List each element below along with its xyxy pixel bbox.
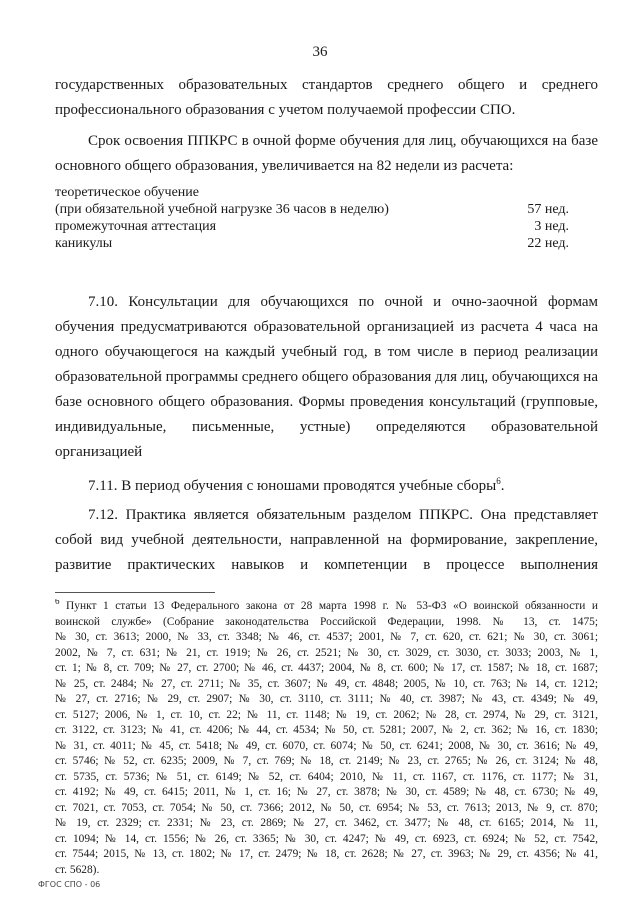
footnote-line: [55, 599, 598, 615]
footnote-separator: [55, 592, 215, 593]
text-line: развитие практических навыков и компетенции в процессе выполнения: [55, 557, 598, 573]
schedule-value: 3 нед.: [534, 219, 569, 234]
schedule-label: теоретическое обучение: [55, 185, 199, 200]
footnote-line: ст. 1094; № 14, ст. 1556; № 26, ст. 3365; № 30, ст. 4247; № 49, ст. 6923, ст. 6924; № 52, ст. 7542,: [55, 832, 598, 845]
footnote-line: 2002, № 7, ст. 631; № 21, ст. 1919; № 26, ст. 2521; № 30, ст. 3029, ст. 3030, ст. 3033; 2003, № 1,: [55, 646, 598, 659]
text-line: индивидуальные, письменные, устные) определяются образовательной: [55, 419, 598, 435]
footnote-line: № 27, ст. 2716; № 29, ст. 2907; № 30, ст. 3110, ст. 3111; № 40, ст. 3987; № 43, ст. 4349; № 49,: [55, 693, 598, 705]
footnote-line: ст. 3122, ст. 3123; № 41, ст. 4206; № 44, ст. 4534; № 50, ст. 5281; 2007, № 2, ст. 362; № 16, ст. 1830;: [55, 724, 598, 736]
footnote-line: ст. 1; № 8, ст. 709; № 27, ст. 2700; № 46, ст. 4437; 2004, № 8, ст. 600; № 17, ст. 1587; № 18, ст. 1687;: [55, 662, 598, 674]
schedule-label: (при обязательной учебной нагрузке 36 часов в неделю): [55, 202, 389, 217]
schedule-row: [55, 235, 569, 252]
footnote-line: ст. 5127; 2006, № 1, ст. 10, ст. 22; № 11, ст. 1148; № 19, ст. 2062; № 28, ст. 2974, № 29, ст. 3121,: [55, 708, 598, 721]
footnote-line: № 19, ст. 2329; ст. 2331; № 23, ст. 2869; № 27, ст. 3462, ст. 3477; № 48, ст. 6165; 2014, № 11,: [55, 817, 598, 829]
footnote-line: № 30, ст. 3613; 2000, № 33, ст. 3348; № 46, ст. 4537; 2001, № 7, ст. 620, ст. 621; № 30, ст. 3061;: [55, 631, 598, 643]
schedule-row: [55, 218, 569, 235]
footnote-line: ст. 5735, ст. 5736; № 51, ст. 6149; № 52, ст. 6404; 2010, № 11, ст. 1167, ст. 1176, ст. 1177; № 31,: [55, 770, 598, 783]
para-7-11-end: .: [500, 478, 505, 494]
paragraph-7-10: [55, 290, 598, 465]
page-number: 36: [312, 44, 328, 60]
schedule-value: 22 нед.: [527, 236, 569, 251]
footnote-text: Пункт 1 статьи 13 Федерального закона от 28 марта 1998 г. № 53-ФЗ «О воинской обязанности и: [59, 600, 598, 612]
text-line: 7.12. Практика является обязательным разделом ППКРС. Она представляет: [88, 507, 598, 523]
schedule-label: каникулы: [55, 236, 113, 251]
schedule-value: 57 нед.: [527, 202, 569, 217]
schedule-row: [55, 201, 569, 218]
footnote-line: ст. 4192; № 49, ст. 6415; 2011, № 1, ст. 16; № 27, ст. 3878; № 30, ст. 4589; № 48, ст. 6730; № 49,: [55, 786, 598, 798]
paragraph-term: [55, 129, 598, 179]
text-line: профессионального образования с учетом получаемой профессии СПО.: [55, 102, 516, 118]
footnote-line: воинской службе» (Собрание законодательства Российской Федерации, 1998. № 13, ст. 1475;: [55, 615, 598, 628]
footnote-line: № 31, ст. 4011; № 45, ст. 5418; № 49, ст. 6070, ст. 6074; № 50, ст. 6241; 2008, № 30, ст. 3616; № 49,: [55, 739, 598, 752]
text-line: 7.10. Консультации для обучающихся по очной и очно-заочной формам: [88, 294, 598, 310]
text-line: базе основного общего образования. Формы проведения консультаций (групповые,: [55, 394, 598, 410]
schedule-table: [55, 184, 569, 252]
text-line: основного общего образования, увеличивается на 82 недели из расчета:: [55, 158, 514, 174]
schedule-label: промежуточная аттестация: [55, 219, 217, 234]
text-line: организацией: [55, 444, 143, 460]
footnote-mark: 6: [55, 599, 60, 607]
footnote-line: № 25, ст. 2484; № 27, ст. 2711; № 35, ст. 3607; № 49, ст. 4848; 2005, № 10, ст. 763; № 14, ст. 1212;: [55, 677, 598, 690]
schedule-row: [55, 184, 569, 201]
document-code: ФГОС СПО - 06: [38, 880, 101, 889]
footnote-reference: 6: [496, 476, 501, 486]
text-line: государственных образовательных стандартов среднего общего и среднего: [55, 77, 598, 93]
footnote-line: ст. 5628).: [55, 863, 100, 876]
text-line: одного обучающегося на каждый учебный год, в том числе в период реализации: [55, 344, 598, 360]
text-line: образовательной программы среднего общего образования для лиц, обучающихся на: [55, 369, 598, 385]
footnote-line: ст. 5746; № 52, ст. 6235; 2009, № 7, ст. 769; № 18, ст. 2149; № 23, ст. 2765; № 26, ст. 3124; № 48,: [55, 755, 598, 767]
text-line: собой вид учебной деятельности, направленной на формирование, закрепление,: [55, 532, 598, 548]
paragraph-standards: [55, 73, 598, 123]
text-line: Срок освоения ППКРС в очной форме обучения для лиц, обучающихся на базе: [88, 133, 598, 149]
footnote-line: ст. 7021, ст. 7053, ст. 7054; № 50, ст. 7366; 2012, № 50, ст. 6954; № 53, ст. 7613; 2013, № 9, ст. 870;: [55, 801, 598, 814]
paragraph-7-11: [55, 474, 598, 499]
text-line: обучения предусматриваются образовательной организацией из расчета 4 часа на: [55, 319, 598, 335]
text-line: [55, 474, 598, 499]
footnote-line: ст. 7544; 2015, № 13, ст. 1802; № 17, ст. 2479; № 18, ст. 2628; № 27, ст. 3963; № 29, ст. 4356; № 41,: [55, 848, 598, 860]
paragraph-7-12: [55, 503, 598, 578]
footnote: [55, 599, 598, 878]
para-7-11-text: 7.11. В период обучения с юношами проводятся учебные сборы: [88, 478, 497, 494]
